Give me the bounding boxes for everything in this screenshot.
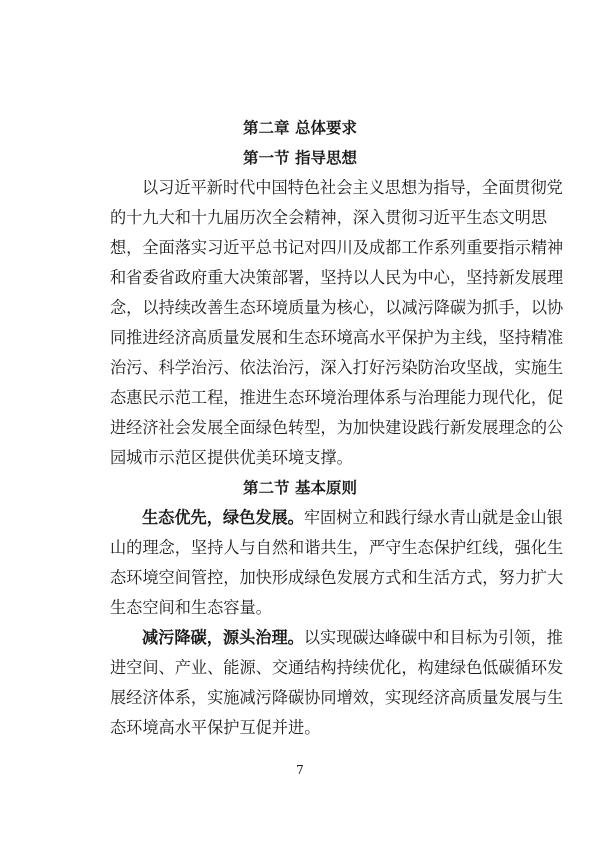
paragraph-line: 治污、科学治污、依法治污，深入打好污染防治攻坚战，实施生 xyxy=(110,358,564,377)
paragraph-line: 态惠民示范工程，推进生态环境治理体系与治理能力现代化，促 xyxy=(110,388,564,407)
principle-text: 以实现碳达峰碳中和目标为引领，推 xyxy=(303,628,563,647)
paragraph-line: 园城市示范区提供优美环境支撑。 xyxy=(110,448,353,467)
paragraph-line: 以习近平新时代中国特色社会主义思想为指导，全面贯彻党 xyxy=(142,178,563,197)
paragraph-line: 进空间、产业、能源、交通结构持续优化，构建绿色低碳循环发 xyxy=(110,658,564,677)
paragraph-line: 山的理念，坚持人与自然和谐共生，严守生态保护红线，强化生 xyxy=(110,538,564,557)
paragraph-line: 念，以持续改善生态环境质量为核心，以减污降碳为抓手，以协 xyxy=(110,298,564,317)
principle-text: 牢固树立和践行绿水青山就是金山银 xyxy=(303,508,563,527)
paragraph-line: 生态空间和生态容量。 xyxy=(110,598,272,617)
principle-lead: 减污降碳，源头治理。 xyxy=(142,628,304,647)
paragraph-line: 和省委省政府重大决策部署，坚持以人民为中心，坚持新发展理 xyxy=(110,268,564,287)
section-title-basic-principles: 第二节 基本原则 xyxy=(243,478,357,497)
principle-lead: 生态优先，绿色发展。 xyxy=(142,508,304,527)
paragraph-line: 同推进经济高质量发展和生态环境高水平保护为主线，坚持精准 xyxy=(110,328,564,347)
paragraph-line: 展经济体系，实施减污降碳协同增效，实现经济高质量发展与生 xyxy=(110,688,564,707)
page-number: 7 xyxy=(296,763,304,777)
paragraph-line: 想，全面落实习近平总书记对四川及成都工作系列重要指示精神 xyxy=(110,238,564,257)
paragraph-line: 态环境空间管控，加快形成绿色发展方式和生活方式，努力扩大 xyxy=(110,568,564,587)
chapter-title: 第二章 总体要求 xyxy=(243,118,357,137)
paragraph-line: 态环境高水平保护互促并进。 xyxy=(110,718,321,737)
paragraph-line: 的十九大和十九届历次全会精神，深入贯彻习近平生态文明思 xyxy=(110,208,548,227)
section-title-guiding-ideology: 第一节 指导思想 xyxy=(243,148,357,167)
paragraph-line: 进经济社会发展全面绿色转型，为加快建设践行新发展理念的公 xyxy=(110,418,564,437)
principle-line xyxy=(142,627,563,649)
principle-line xyxy=(142,507,563,529)
